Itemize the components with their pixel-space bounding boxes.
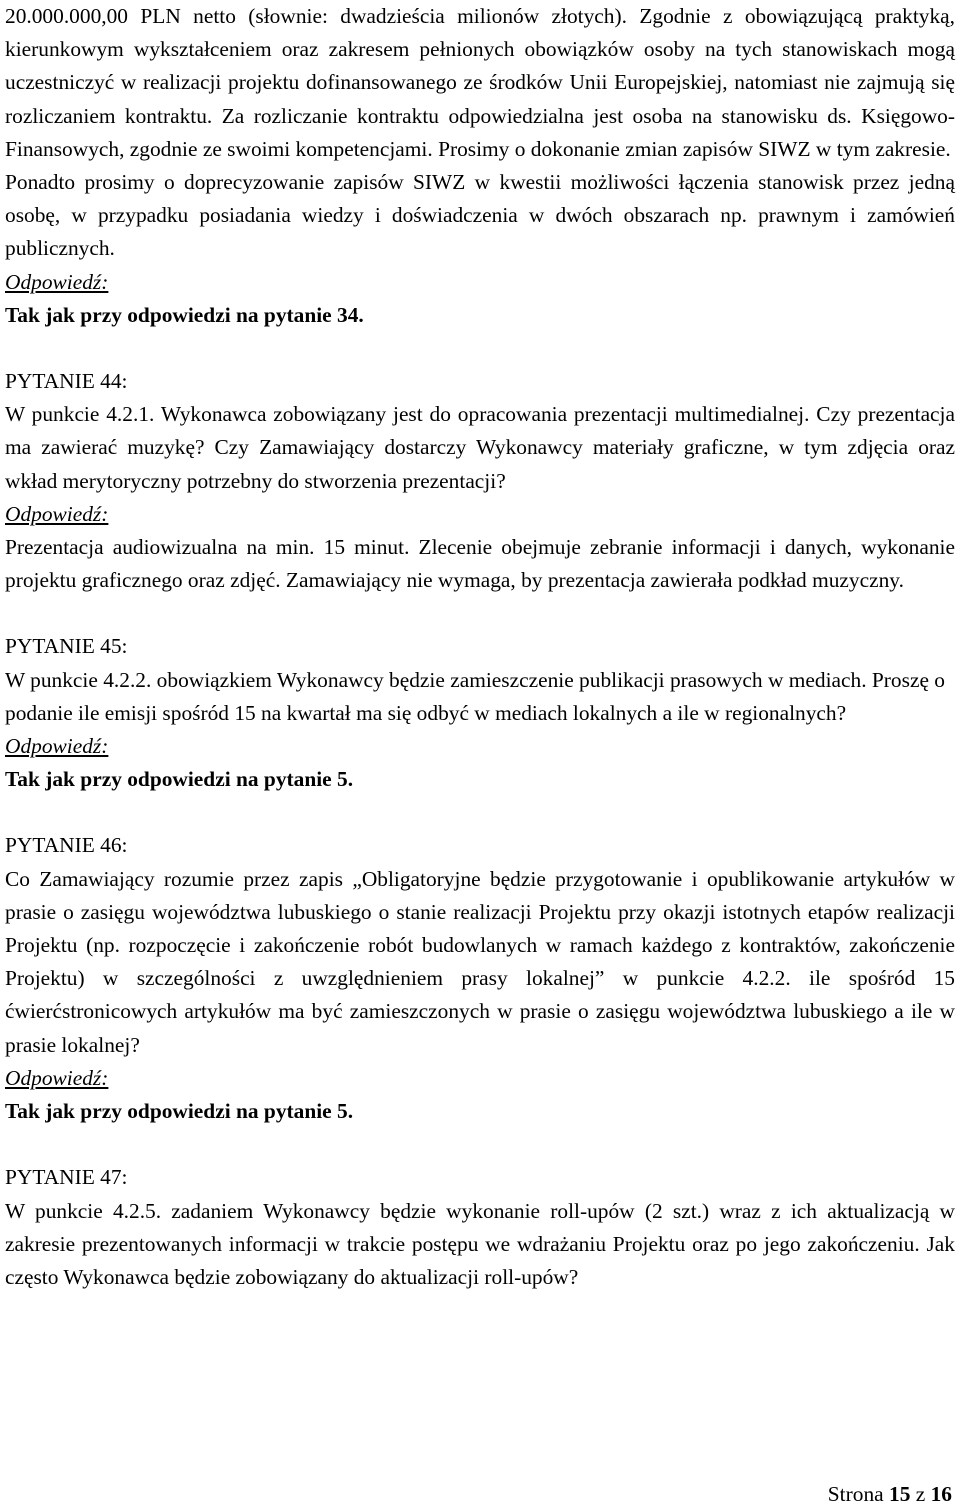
question-44-text: W punkcie 4.2.1. Wykonawca zobowiązany jest do opracowania prezentacji multimedialnej. Czy prezentacja ma zawierać muzykę? Czy Zamawiający dostarczy Wykonawcy materiały graficzne, w tym zdjęcia oraz wkład merytoryczny potrzebny do stworzenia prezentacji? <box>5 402 955 493</box>
question-46-text: Co Zamawiający rozumie przez zapis „Obligatoryjne będzie przygotowanie i opublikowanie artykułów w prasie o zasięgu województwa lubuskiego o stanie realizacji Projektu przy okazji istotnych etapów realizacji Projektu (np. rozpoczęcie i zakończenie robót budowlanych w ramach każdego z kontraktów, zakończenie Projektu) w szczególności z uwzględnieniem prasy lokalnej” w punkcie 4.2.2. ile spośród 15 ćwierćstronicowych artykułów ma być zamieszczonych w prasie o zasięgu województwa lubuskiego a ile w prasie lokalnej? <box>5 866 955 1057</box>
answer-text: Tak jak przy odpowiedzi na pytanie 34. <box>5 302 364 327</box>
question-47-text: W punkcie 4.2.5. zadaniem Wykonawcy będzie wykonanie roll-upów (2 szt.) wraz z ich aktualizacją w zakresie prezentowanych informacji w trakcie postępu we wdrażaniu Projektu oraz po jego zakończeniu. Jak często Wykonawca będzie zobowiązany do aktualizacji roll-upów? <box>5 1198 955 1289</box>
answer-44-text: Prezentacja audiowizualna na min. 15 minut. Zlecenie obejmuje zebranie informacji i danych, wykonanie projektu graficznego oraz zdjęć. Zamawiający nie wymaga, by prezentacja zawierała podkład muzyczny. <box>5 535 955 593</box>
footer-middle: z <box>915 1482 926 1506</box>
footer-page-total: 16 <box>930 1482 952 1506</box>
question-44-heading: PYTANIE 44: <box>5 369 128 394</box>
answer-45-text: Tak jak przy odpowiedzi na pytanie 5. <box>5 767 354 792</box>
answer-44-label: Odpowiedź: <box>5 501 109 526</box>
footer-page-number: 15 <box>889 1482 911 1506</box>
question-45-text: W punkcie 4.2.2. obowiązkiem Wykonawcy będzie zamieszczenie publikacji prasowych w mediach. Proszę o podanie ile emisji spośród 15 na kwartał ma się odbyć w mediach lokalnych a ile w regionalnych? <box>5 667 945 725</box>
answer-46-text: Tak jak przy odpowiedzi na pytanie 5. <box>5 1099 354 1124</box>
question-46-heading: PYTANIE 46: <box>5 833 128 858</box>
answer-46-label: Odpowiedź: <box>5 1065 109 1090</box>
intro-paragraph-2: Ponadto prosimy o doprecyzowanie zapisów SIWZ w kwestii możliwości łączenia stanowisk przez jedną osobę, w przypadku posiadania wiedzy i doświadczenia w dwóch obszarach np. prawnym i zamówień publicznych. <box>5 170 955 261</box>
answer-45-label: Odpowiedź: <box>5 734 109 759</box>
question-45-heading: PYTANIE 45: <box>5 634 128 659</box>
answer-label: Odpowiedź: <box>5 269 109 294</box>
page-footer <box>828 1482 952 1507</box>
intro-paragraph: 20.000.000,00 PLN netto (słownie: dwadzieścia milionów złotych). Zgodnie z obowiązującą praktyką, kierunkowym wykształceniem oraz zakresem pełnionych obowiązków osoby na tych stanowiskach mogą uczestniczyć w realizacji projektu dofinansowanego ze środków Unii Europejskiej, natomiast nie zajmują się rozliczaniem kontraktu. Za rozliczanie kontraktu odpowiedzialna jest osoba na stanowisku ds. Księgowo-Finansowych, zgodnie ze swoimi kompetencjami. Prosimy o dokonanie zmian zapisów SIWZ w tym zakresie. <box>5 4 955 161</box>
footer-prefix: Strona <box>827 1482 884 1506</box>
document-page <box>5 0 955 1294</box>
question-47-heading: PYTANIE 47: <box>5 1165 128 1190</box>
